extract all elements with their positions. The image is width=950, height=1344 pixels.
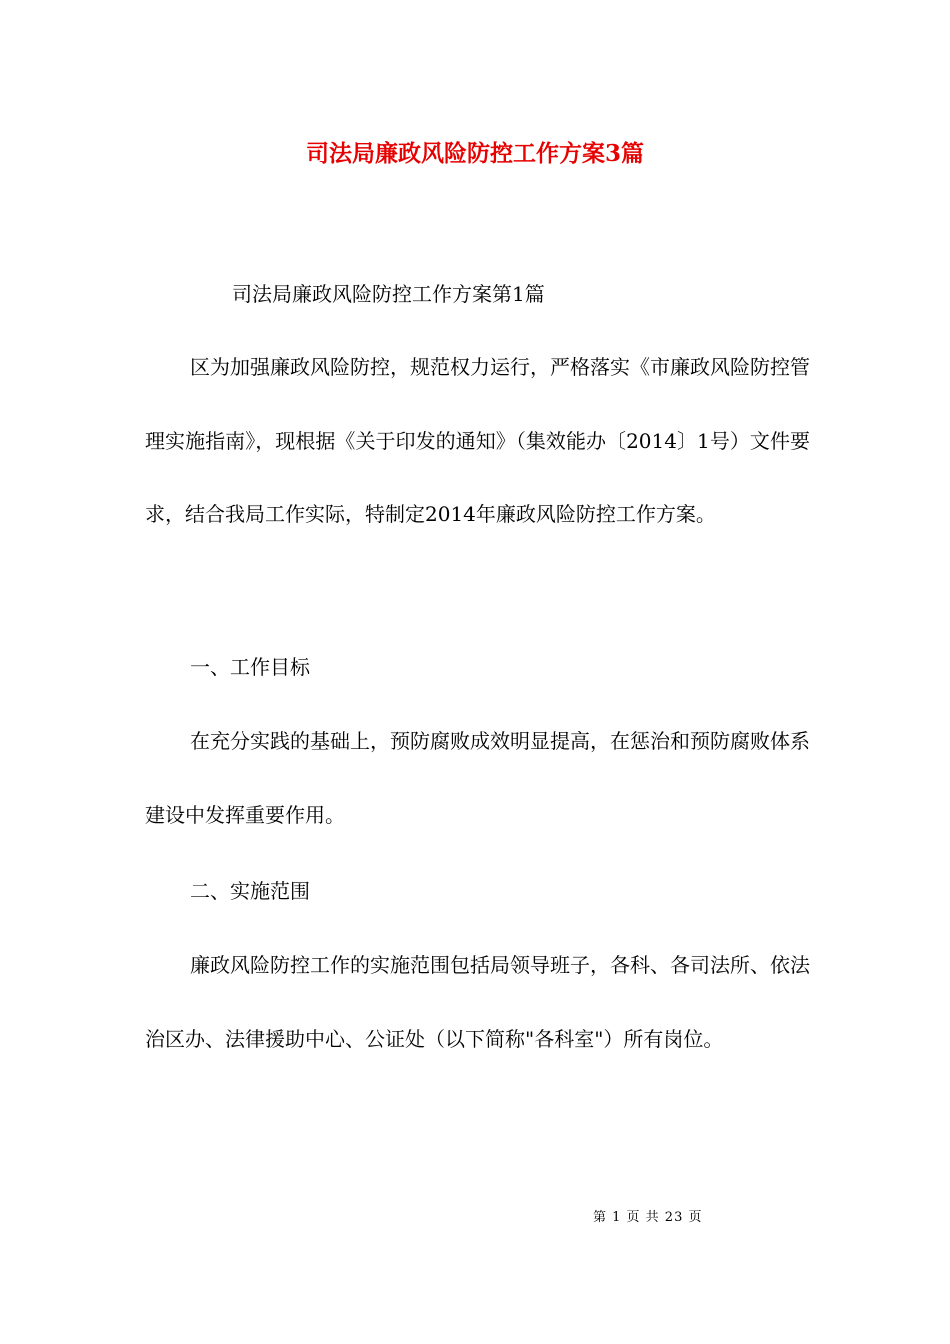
heading-scope: 二、实施范围 [190, 879, 310, 903]
document-title: 司法局廉政风险防控工作方案3篇 [305, 140, 644, 167]
heading-work-goal: 一、工作目标 [190, 655, 310, 679]
section-subtitle: 司法局廉政风险防控工作方案第1篇 [232, 282, 545, 306]
paragraph-work-goal: 在充分实践的基础上，预防腐败成效明显提高，在惩治和预防腐败体系建设中发挥重要作用。 [145, 729, 810, 827]
page-footer: 第 1 页 共 23 页 [593, 1210, 703, 1225]
paragraph-intro: 区为加强廉政风险防控，规范权力运行，严格落实《市廉政风险防控管理实施指南》，现根据《关于印发的通知》（集效能办〔2014〕1号）文件要求，结合我局工作实际，特制定2014年廉政风险防控工作方案。 [145, 355, 810, 526]
paragraph-scope: 廉政风险防控工作的实施范围包括局领导班子，各科、各司法所、依法治区办、法律援助中心、公证处（以下简称"各科室"）所有岗位。 [145, 953, 810, 1051]
